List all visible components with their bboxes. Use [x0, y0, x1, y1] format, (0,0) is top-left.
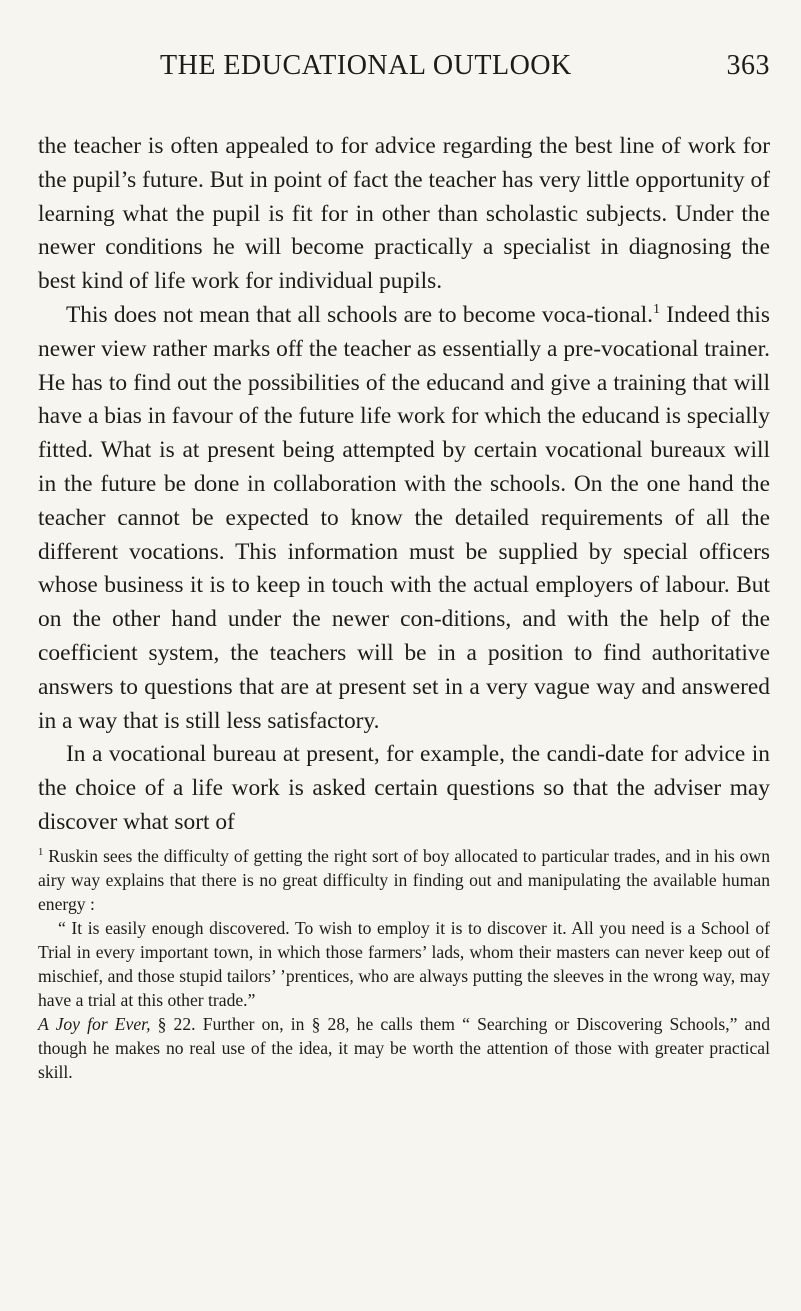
footnote-block	[38, 844, 770, 1084]
page-number: 363	[726, 50, 770, 81]
paragraph-2-start: This does not mean that all schools are to become voca-tional.	[66, 301, 653, 328]
running-head	[38, 50, 770, 90]
paragraph-2	[38, 299, 770, 738]
footnote-citation-text: § 22. Further on, in § 28, he calls them “ Searching or Discovering Schools,” and though he makes no real use of the idea, it may be worth the attention of those with greater practical skill.	[38, 1013, 770, 1082]
footnote-quote	[38, 916, 770, 1012]
footnote-citation	[38, 1012, 770, 1084]
footnote-text: Ruskin sees the difficulty of getting the right sort of boy allocated to particular trades, and in his own airy way explains that there is no great difficulty in finding out and manipulating the available human energy :	[38, 845, 770, 914]
footnote-1	[38, 844, 770, 916]
main-text	[38, 130, 770, 840]
book-page	[38, 50, 770, 1084]
footnote-marker: 1	[38, 846, 44, 858]
cited-work-title: A Joy for Ever,	[38, 1013, 151, 1034]
footnote-reference: 1	[652, 301, 660, 318]
paragraph-3: In a vocational bureau at present, for example, the candi-date for advice in the choice of a life work is asked certain questions so that the adviser may discover what sort of	[38, 741, 770, 835]
footnote-quote-text: “ It is easily enough discovered. To wish to employ it is to discover it. All you need is a School of Trial in every important town, in which those farmers’ lads, whom their masters can never keep out of mischief, and those stupid tailors’ ’prentices, who are always putting the sleeves in the wrong way, may have a trial at this other trade.”	[38, 917, 770, 1010]
paragraph-1: the teacher is often appealed to for advice regarding the best line of work for the pupil’s future. But in point of fact the teacher has very little opportunity of learning what the pupil is fit for in other than scholastic subjects. Under the newer conditions he will become practically a specialist in diagnosing the best kind of life work for individual pupils.	[38, 133, 770, 295]
paragraph-2-rest: Indeed this newer view rather marks off the teacher as essentially a pre-vocational trainer. He has to find out the possibilities of the educand and give a training that will have a bias in favour of the future life work for which the educand is specially fitted. What is at present being attempted by certain vocational bureaux will in the future be done in collaboration with the schools. On the one hand the teacher cannot be expected to know the detailed requirements of all the different vocations. This information must be supplied by special officers whose business it is to keep in touch with the actual employers of labour. But on the other hand under the newer con-ditions, and with the help of the coefficient system, the teachers will be in a position to find authoritative answers to questions that are at present set in a very vague way and answered in a way that is still less satisfactory.	[38, 301, 770, 734]
running-title: THE EDUCATIONAL OUTLOOK	[160, 50, 572, 81]
